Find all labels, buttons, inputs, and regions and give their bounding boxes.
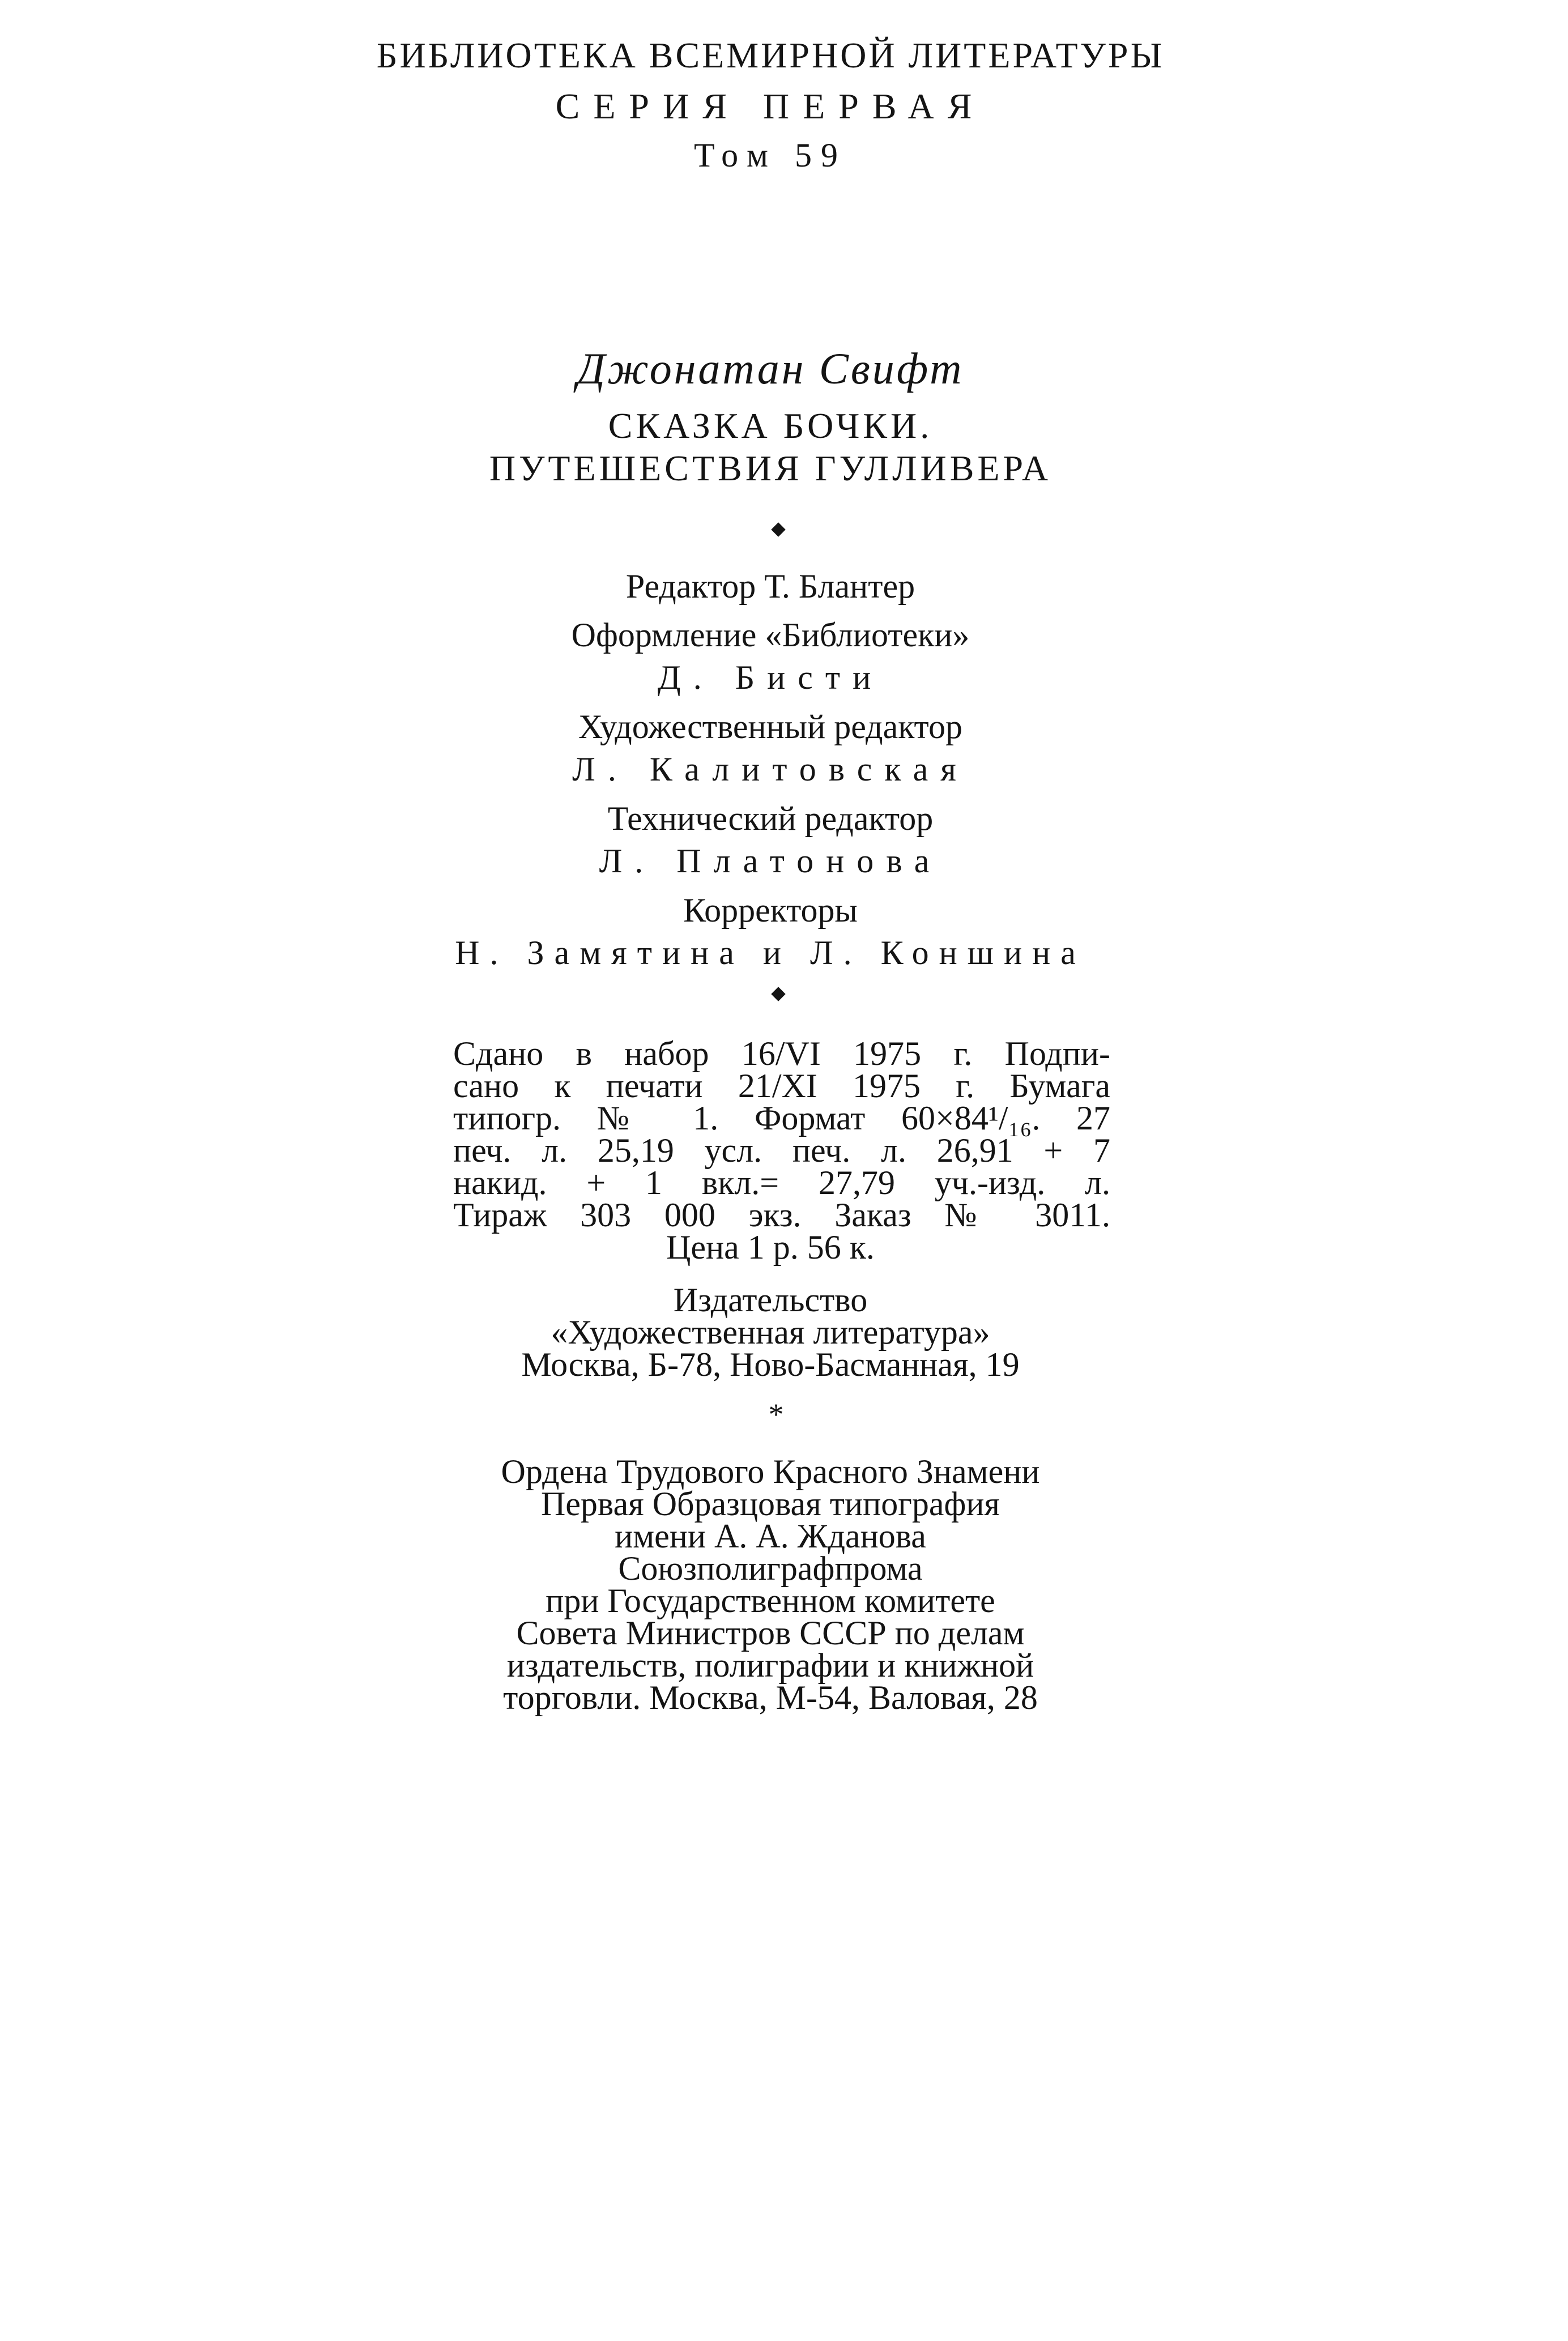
- imprint-line-1: Сдано в набор 16/VI 1975 г. Подпи-: [453, 1035, 1110, 1072]
- imprint-line-4: печ. л. 25,19 усл. печ. л. 26,91 + 7: [453, 1132, 1110, 1169]
- printer-line-7: издательств, полиграфии и книжной: [506, 1647, 1034, 1684]
- series-number: СЕРИЯ ПЕРВАЯ: [555, 86, 986, 126]
- printer-line-8: торговли. Москва, М-54, Валовая, 28: [503, 1679, 1038, 1716]
- publisher-line-2: «Художественная литература»: [551, 1314, 990, 1351]
- design-credit-role: Оформление «Библиотеки»: [571, 616, 970, 654]
- art-editor-role: Художественный редактор: [578, 708, 962, 745]
- volume-number: Том 59: [694, 137, 847, 174]
- publisher-line-3: Москва, Б-78, Ново-Басманная, 19: [521, 1346, 1020, 1383]
- printer-line-2: Первая Образцовая типография: [540, 1485, 1000, 1523]
- publisher-line-1: Издательство: [673, 1281, 868, 1319]
- tech-editor-role: Технический редактор: [607, 800, 934, 837]
- ornament-diamond-1: [771, 522, 785, 536]
- ornament-diamond-2: [771, 987, 785, 1001]
- proofreaders-names: Н. Замятина и Л. Коншина: [455, 934, 1086, 971]
- proofreaders-role: Корректоры: [683, 892, 858, 929]
- editor-credit: Редактор Т. Блантер: [625, 568, 915, 605]
- art-editor-name: Л. Калитовская: [572, 751, 969, 788]
- imprint-line-7: Цена 1 р. 56 к.: [666, 1229, 875, 1266]
- author-name: Джонатан Свифт: [577, 344, 964, 393]
- imprint-line-6: Тираж 303 000 экз. Заказ № 3011.: [453, 1196, 1110, 1234]
- tech-editor-name: Л. Платонова: [599, 842, 942, 880]
- printer-line-5: при Государственном комитете: [546, 1582, 995, 1619]
- printer-line-6: Совета Министров СССР по делам: [516, 1614, 1025, 1652]
- design-credit-name: Д. Бисти: [657, 659, 884, 696]
- printer-line-1: Ордена Трудового Красного Знамени: [501, 1453, 1040, 1490]
- printer-line-3: имени А. А. Жданова: [615, 1517, 926, 1555]
- book-title-line-1: СКАЗКА БОЧКИ.: [608, 406, 933, 446]
- book-title-line-2: ПУТЕШЕСТВИЯ ГУЛЛИВЕРА: [489, 448, 1052, 488]
- imprint-line-5: накид. + 1 вкл.= 27,79 уч.-изд. л.: [453, 1164, 1110, 1201]
- printer-line-4: Союзполиграфпрома: [618, 1550, 923, 1587]
- series-title: БИБЛИОТЕКА ВСЕМИРНОЙ ЛИТЕРАТУРЫ: [376, 35, 1165, 75]
- imprint-line-2: сано к печати 21/XI 1975 г. Бумага: [453, 1067, 1110, 1105]
- ornament-star: *: [768, 1397, 784, 1431]
- imprint-line-3: типогр. № 1. Формат 60×84¹/₁₆. 27: [453, 1099, 1110, 1137]
